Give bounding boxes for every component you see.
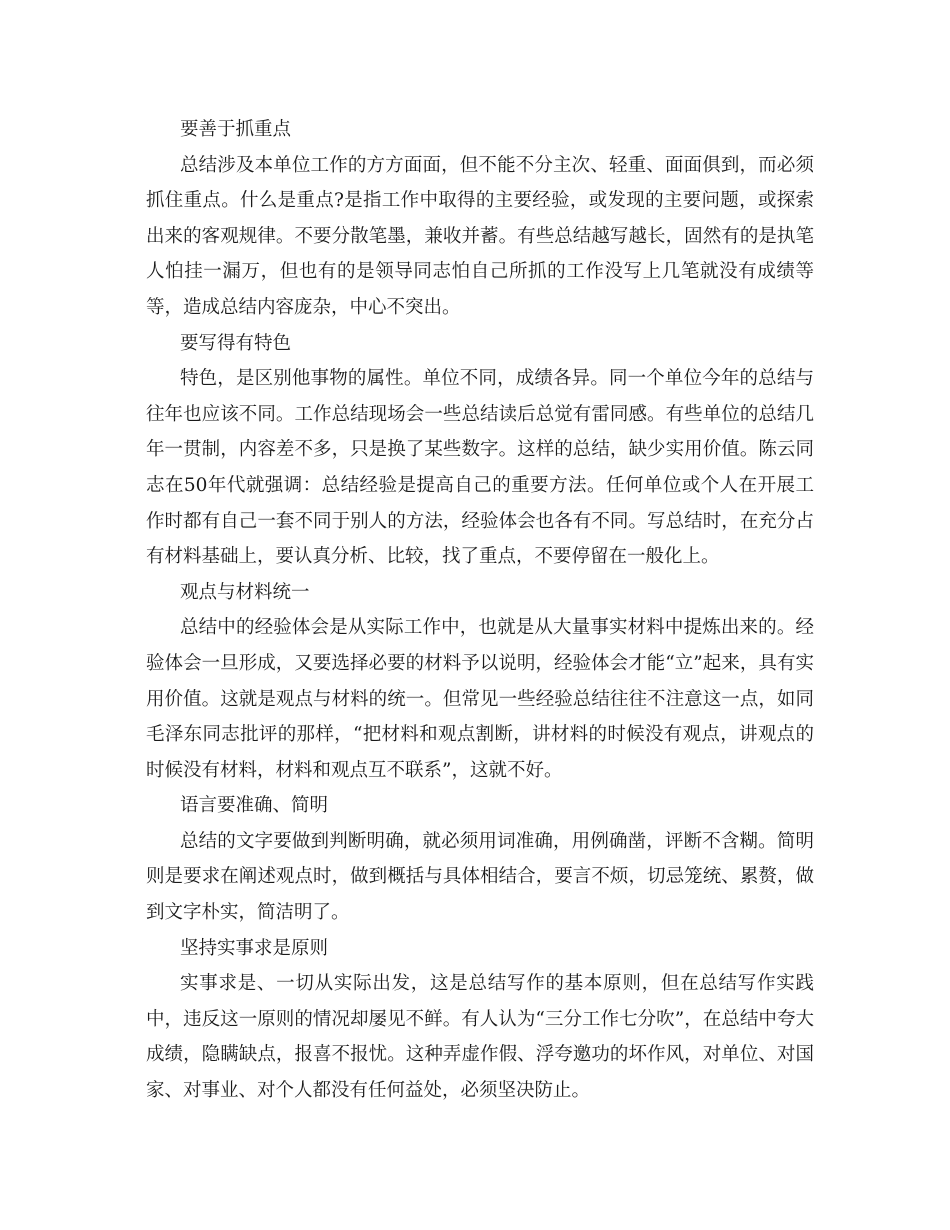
section-title: 语言要准确、简明 [180,795,329,817]
section-body: 实事求是、一切从实际出发，这是总结写作的基本原则，但在总结写作实践中，违反这一原则的情况却屡见不鲜。有人认为“三分工作七分吹”，在总结中夸大成绩，隐瞒缺点，报喜不报忧。这种弄虚作假、浮夸邀功的坏作风，对单位、对国家、对事业、对个人都没有任何益处，必须坚决防止。 [146,973,814,1102]
section-seek-truth-from-facts [146,931,814,1109]
document-page [146,112,814,1109]
section-title: 要写得有特色 [180,332,292,354]
section-accurate-concise-language [146,788,814,930]
section-body: 总结中的经验体会是从实际工作中，也就是从大量事实材料中提炼出来的。经验体会一旦形成，又要选择必要的材料予以说明，经验体会才能“立”起来，具有实用价值。这就是观点与材料的统一。但常见一些经验总结往往不注意这一点，如同毛泽东同志批评的那样，“把材料和观点割断，讲材料的时候没有观点，讲观点的时候没有材料，材料和观点互不联系”，这就不好。 [146,617,814,781]
section-distinctive-features [146,326,814,575]
section-body: 特色，是区别他事物的属性。单位不同，成绩各异。同一个单位今年的总结与往年也应该不同。工作总结现场会一些总结读后总觉有雷同感。有些单位的总结几年一贯制，内容差不多，只是换了某些数字。这样的总结，缺少实用价值。陈云同志在50年代就强调：总结经验是提高自己的重要方法。任何单位或个人在开展工作时都有自己一套不同于别人的方法，经验体会也各有不同。写总结时，在充分占有材料基础上，要认真分析、比较，找了重点，不要停留在一般化上。 [146,368,814,568]
section-title: 要善于抓重点 [180,119,292,140]
section-title: 坚持实事求是原则 [180,937,329,959]
section-body: 总结的文字要做到判断明确，就必须用词准确，用例确凿，评断不含糊。简明则是要求在阐述观点时，做到概括与具体相结合，要言不烦，切忌笼统、累赘，做到文字朴实，简洁明了。 [146,830,814,924]
section-body: 总结涉及本单位工作的方方面面，但不能不分主次、轻重、面面俱到，而必须抓住重点。什么是重点?是指工作中取得的主要经验，或发现的主要问题，或探索出来的客观规律。不要分散笔墨，兼收并蓄。有些总结越写越长，固然有的是执笔人怕挂一漏万，但也有的是领导同志怕自己所抓的工作没写上几笔就没有成绩等等，造成总结内容庞杂，中心不突出。 [146,154,814,318]
section-title: 观点与材料统一 [180,581,310,603]
section-grasp-key-points [146,112,814,326]
section-viewpoint-material-unity [146,575,814,789]
